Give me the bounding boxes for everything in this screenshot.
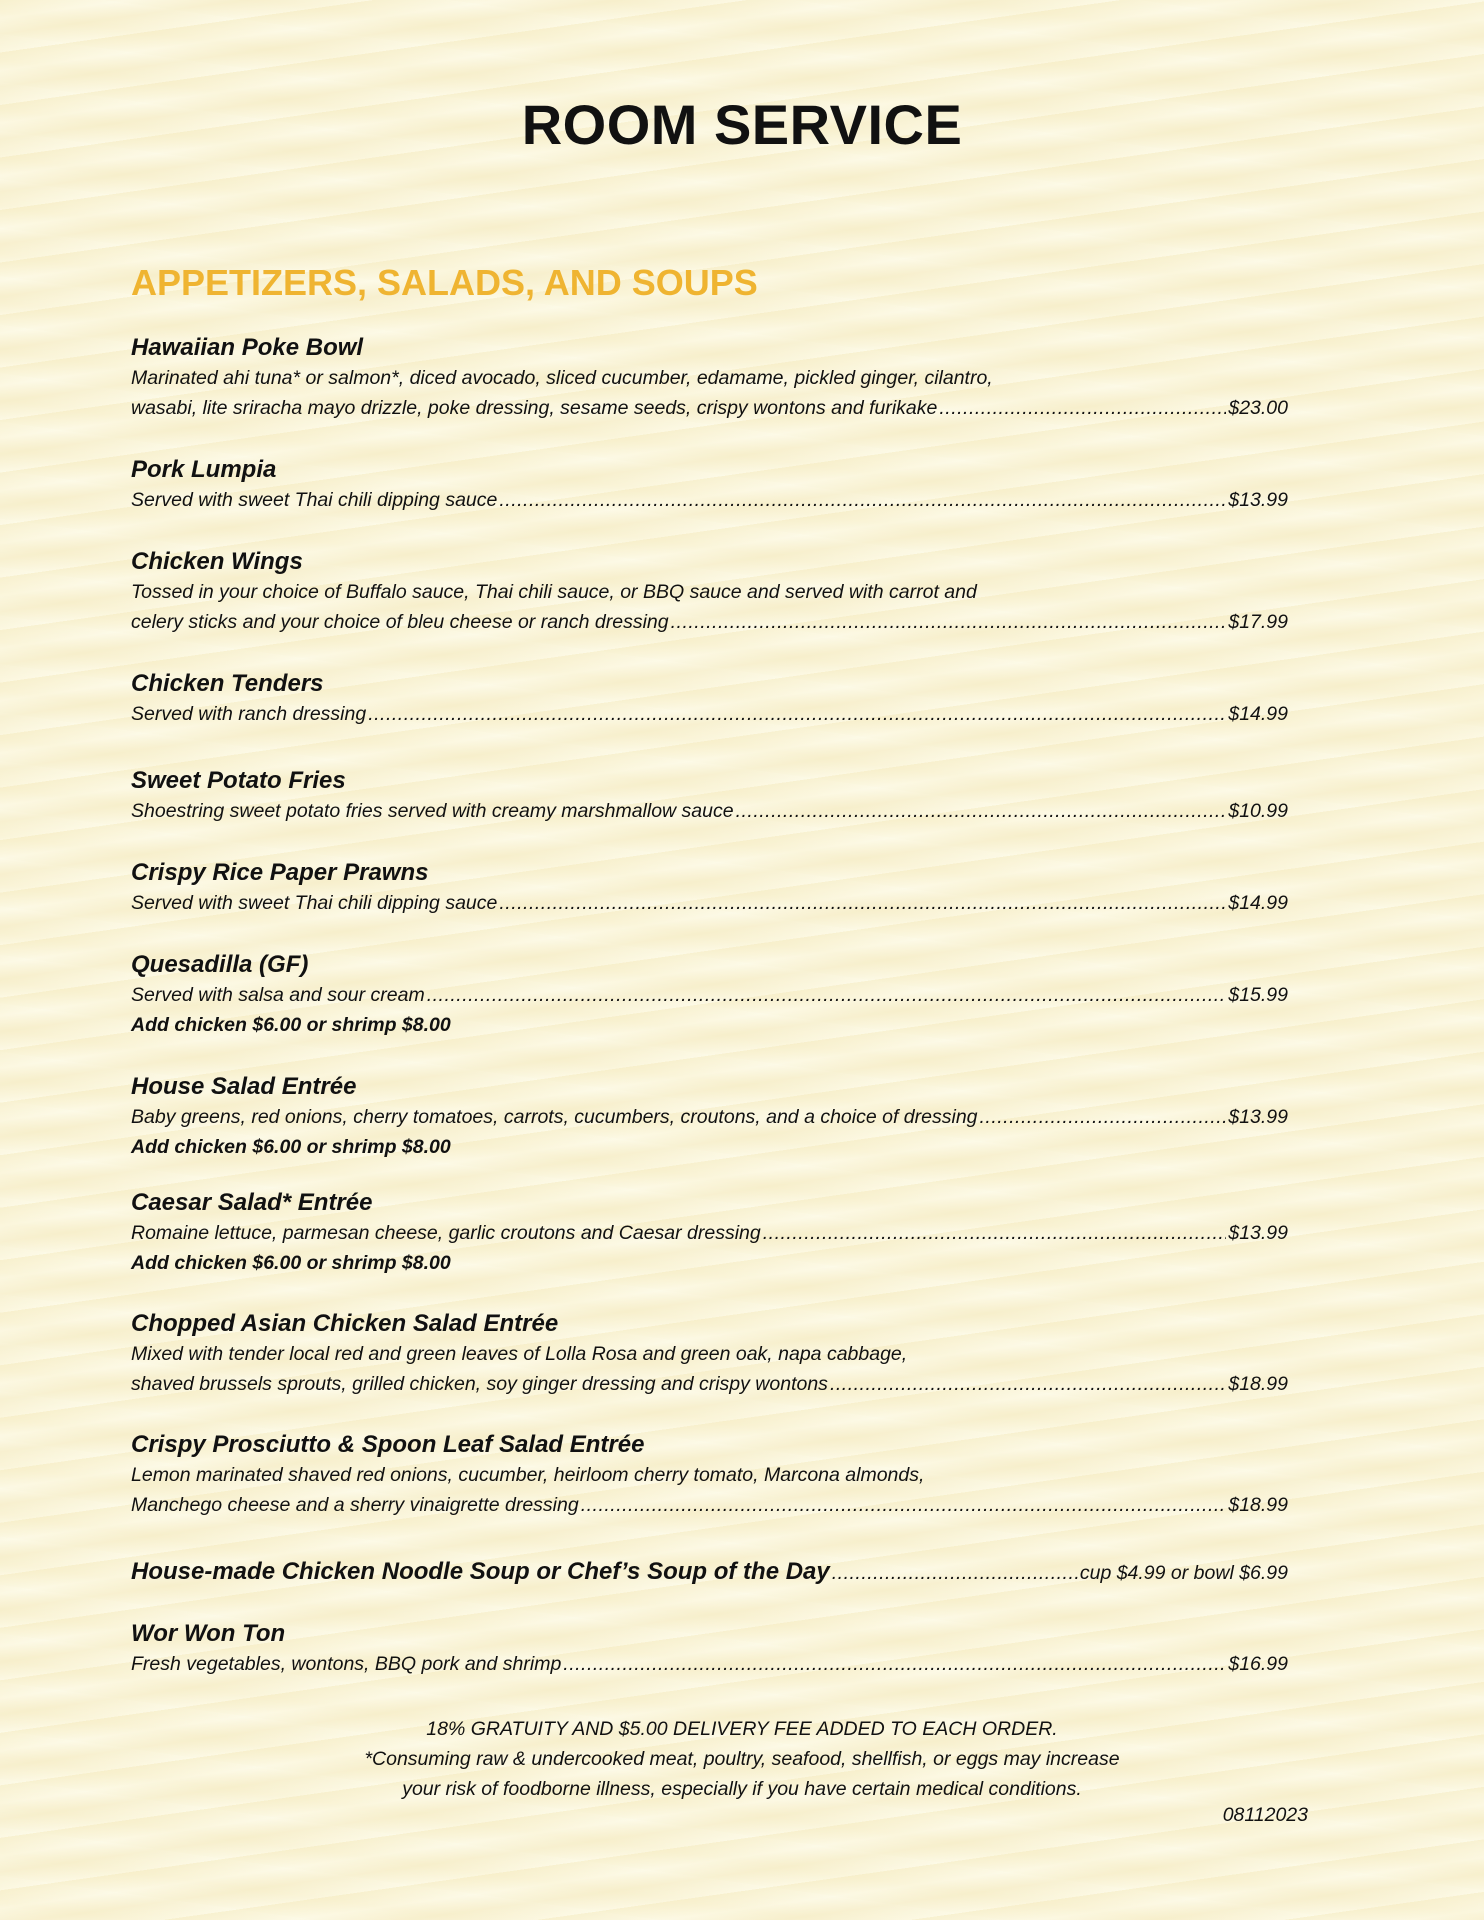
item-description: Tossed in your choice of Buffalo sauce, Thai chili sauce, or BBQ sauce and served with carrot and: [131, 581, 977, 603]
dot-leader: [581, 1490, 1227, 1520]
item-price-row: [131, 980, 1288, 1010]
item-price-row: [131, 1369, 1288, 1399]
item-name: Crispy Prosciutto & Spoon Leaf Salad Entrée: [131, 1431, 645, 1458]
item-price: $14.99: [1228, 892, 1288, 914]
dot-leader: [939, 393, 1226, 423]
menu-item-wor-won-ton: [131, 1619, 1288, 1679]
item-addon: Add chicken $6.00 or shrimp $8.00: [131, 1136, 451, 1158]
item-description: Mixed with tender local red and green leaves of Lolla Rosa and green oak, napa cabbage,: [131, 1343, 908, 1365]
item-price: $13.99: [1228, 1106, 1288, 1128]
menu-item-pork-lumpia: [131, 455, 1288, 515]
item-name: Sweet Potato Fries: [131, 767, 346, 794]
item-price-row: [131, 393, 1288, 423]
menu-item-sweet-potato-fries: [131, 766, 1288, 826]
item-price: $16.99: [1228, 1653, 1288, 1675]
item-name: Pork Lumpia: [131, 456, 277, 483]
item-price: $15.99: [1228, 984, 1288, 1006]
consumption-warning: *Consuming raw & undercooked meat, poultry, seafood, shellfish, or eggs may increase: [364, 1748, 1120, 1770]
item-price: $18.99: [1228, 1494, 1288, 1516]
item-description: Marinated ahi tuna* or salmon*, diced avocado, sliced cucumber, edamame, pickled ginger, cilantro,: [131, 367, 993, 389]
item-description: wasabi, lite sriracha mayo drizzle, poke dressing, sesame seeds, crispy wontons and furikake: [131, 397, 938, 419]
dot-leader: [499, 485, 1226, 515]
item-description: Served with salsa and sour cream: [131, 984, 425, 1006]
dot-leader: [736, 796, 1227, 826]
dot-leader: [671, 607, 1227, 637]
item-price: $18.99: [1228, 1373, 1288, 1395]
dot-leader: [499, 888, 1226, 918]
item-description: Fresh vegetables, wontons, BBQ pork and shrimp: [131, 1653, 562, 1675]
dot-leader: [368, 699, 1226, 729]
item-description: celery sticks and your choice of bleu cheese or ranch dressing: [131, 611, 669, 633]
consumption-warning-cont: your risk of foodborne illness, especially if you have certain medical conditions.: [402, 1778, 1082, 1800]
footer-notice: [0, 1714, 1484, 1804]
dot-leader: [832, 1558, 1078, 1588]
item-name: Chicken Wings: [131, 548, 303, 575]
item-description: shaved brussels sprouts, grilled chicken, soy ginger dressing and crispy wontons: [131, 1373, 828, 1395]
item-price-row: [131, 607, 1288, 637]
item-name: Chopped Asian Chicken Salad Entrée: [131, 1310, 559, 1337]
item-name: Crispy Rice Paper Prawns: [131, 859, 429, 886]
item-price: $17.99: [1228, 611, 1288, 633]
menu-item-poke-bowl: [131, 333, 1288, 423]
item-price-row: [131, 1490, 1288, 1520]
item-name: Chicken Tenders: [131, 670, 324, 697]
item-description: Served with sweet Thai chili dipping sauce: [131, 892, 498, 914]
menu-item-chicken-tenders: [131, 669, 1288, 729]
menu-item-prosciutto-salad: [131, 1430, 1288, 1520]
item-name: House-made Chicken Noodle Soup or Chef’s Soup of the Day: [131, 1558, 830, 1585]
item-price: $13.99: [1228, 1222, 1288, 1244]
menu-item-soup: [131, 1557, 1288, 1588]
item-price-row: [131, 796, 1288, 826]
item-description: Served with sweet Thai chili dipping sauce: [131, 489, 498, 511]
menu-item-chicken-wings: [131, 547, 1288, 637]
item-description: Manchego cheese and a sherry vinaigrette dressing: [131, 1494, 579, 1516]
item-name: Hawaiian Poke Bowl: [131, 334, 364, 361]
item-price: $14.99: [1228, 703, 1288, 725]
item-price-row: [131, 485, 1288, 515]
item-name: Quesadilla (GF): [131, 951, 309, 978]
item-price-row: [131, 699, 1288, 729]
dot-leader: [563, 1649, 1226, 1679]
menu-item-asian-chicken-salad: [131, 1309, 1288, 1399]
item-price: $23.00: [1228, 397, 1288, 419]
item-name: House Salad Entrée: [131, 1073, 357, 1100]
item-price-row: [131, 888, 1288, 918]
item-price-row: [131, 1102, 1288, 1132]
dot-leader: [427, 980, 1227, 1010]
dot-leader: [763, 1218, 1227, 1248]
menu-version-code: 08112023: [1222, 1804, 1308, 1826]
item-price: $13.99: [1228, 489, 1288, 511]
item-price-row: [131, 1218, 1288, 1248]
page-title: ROOM SERVICE: [521, 93, 963, 156]
item-description: Romaine lettuce, parmesan cheese, garlic croutons and Caesar dressing: [131, 1222, 761, 1244]
gratuity-notice: 18% GRATUITY AND $5.00 DELIVERY FEE ADDED TO EACH ORDER.: [426, 1718, 1058, 1740]
item-price-row: [131, 1557, 1288, 1588]
item-description: Shoestring sweet potato fries served with creamy marshmallow sauce: [131, 800, 734, 822]
item-addon: Add chicken $6.00 or shrimp $8.00: [131, 1014, 451, 1036]
dot-leader: [980, 1102, 1227, 1132]
item-price: cup $4.99 or bowl $6.99: [1079, 1562, 1288, 1584]
dot-leader: [830, 1369, 1226, 1399]
item-description: Baby greens, red onions, cherry tomatoes, carrots, cucumbers, croutons, and a choice of dressing: [131, 1106, 978, 1128]
menu-item-caesar-salad: [131, 1188, 1288, 1278]
item-description: Served with ranch dressing: [131, 703, 367, 725]
item-description: Lemon marinated shaved red onions, cucumber, heirloom cherry tomato, Marcona almonds,: [131, 1464, 925, 1486]
item-addon: Add chicken $6.00 or shrimp $8.00: [131, 1252, 451, 1274]
item-price: $10.99: [1228, 800, 1288, 822]
item-name: Caesar Salad* Entrée: [131, 1189, 373, 1216]
menu-item-quesadilla: [131, 950, 1288, 1040]
menu-item-house-salad: [131, 1072, 1288, 1162]
item-price-row: [131, 1649, 1288, 1679]
section-title: APPETIZERS, SALADS, AND SOUPS: [131, 262, 758, 303]
item-name: Wor Won Ton: [131, 1620, 286, 1647]
menu-item-rice-paper-prawns: [131, 858, 1288, 918]
